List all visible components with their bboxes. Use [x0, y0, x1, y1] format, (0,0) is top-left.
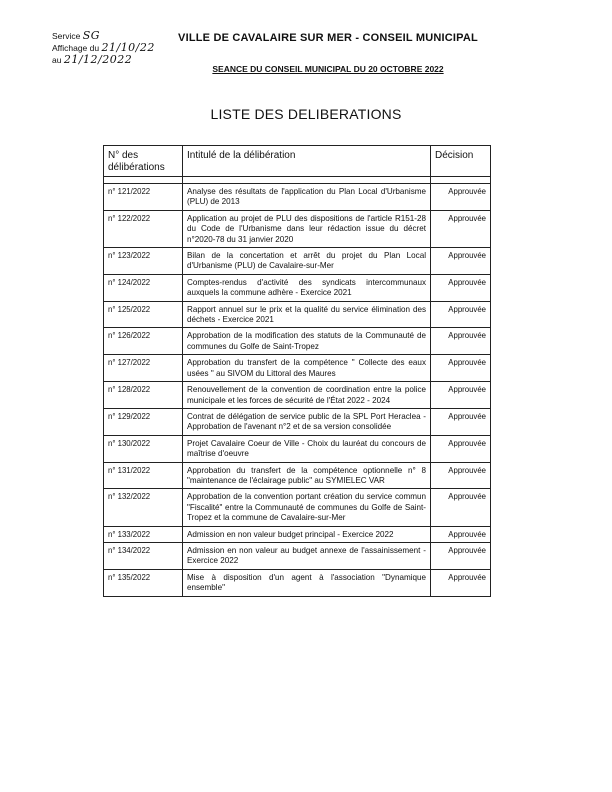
table-row [104, 184, 491, 211]
stamp-service-label: Service [52, 31, 81, 41]
table-row [104, 248, 491, 275]
table-row [104, 382, 491, 409]
table-row [104, 274, 491, 301]
deliberation-title: Renouvellement de la convention de coordination entre la police municipale et les forces de sécurité de l'État 2022 - 2024 [183, 382, 431, 409]
stamp-au-value: 21/12/2022 [63, 53, 133, 66]
deliberation-title: Rapport annuel sur le prix et la qualité du service élimination des déchets - Exercice 2021 [183, 301, 431, 328]
spacer-cell [431, 177, 491, 184]
table-row [104, 301, 491, 328]
deliberation-title: Analyse des résultats de l'application du Plan Local d'Urbanisme (PLU) de 2013 [183, 184, 431, 211]
deliberation-number: n° 125/2022 [104, 301, 183, 328]
deliberation-number: n° 130/2022 [104, 435, 183, 462]
deliberation-number: n° 121/2022 [104, 184, 183, 211]
posting-stamp [52, 30, 155, 66]
deliberation-decision: Approuvée [431, 248, 491, 275]
header-decision: Décision [431, 146, 491, 177]
deliberation-decision: Approuvée [431, 382, 491, 409]
deliberation-title: Approbation du transfert de la compétence " Collecte des eaux usées " au SIVOM du Littoral des Maures [183, 355, 431, 382]
header-title: Intitulé de la délibération [183, 146, 431, 177]
deliberation-number: n° 132/2022 [104, 489, 183, 526]
table-row [104, 328, 491, 355]
deliberation-decision: Approuvée [431, 526, 491, 542]
deliberation-decision: Approuvée [431, 435, 491, 462]
deliberation-number: n° 134/2022 [104, 542, 183, 569]
stamp-au-label: au [52, 55, 62, 65]
deliberation-title: Contrat de délégation de service public de la SPL Port Heraclea - Approbation de l'avenant n°2 et de sa version consolidée [183, 408, 431, 435]
stamp-affichage-value: 21/10/22 [101, 41, 155, 54]
deliberation-number: n° 124/2022 [104, 274, 183, 301]
deliberation-number: n° 128/2022 [104, 382, 183, 409]
stamp-affichage-label: Affichage du [52, 43, 100, 53]
deliberations-table [103, 145, 491, 597]
document-title: VILLE DE CAVALAIRE SUR MER - CONSEIL MUNICIPAL [178, 32, 478, 44]
table-row [104, 435, 491, 462]
deliberation-title: Application au projet de PLU des dispositions de l'article R151-28 du Code de l'Urbanisme dans leur rédaction issue du décret n°2020-78 du 31 janvier 2020 [183, 210, 431, 247]
deliberation-title: Mise à disposition d'un agent à l'association "Dynamique ensemble" [183, 569, 431, 596]
deliberation-number: n° 135/2022 [104, 569, 183, 596]
stamp-au-row [52, 54, 155, 66]
list-title: LISTE DES DELIBERATIONS [210, 106, 402, 122]
table-row [104, 542, 491, 569]
spacer-cell [183, 177, 431, 184]
stamp-service-value: SG [82, 29, 101, 42]
deliberation-decision: Approuvée [431, 542, 491, 569]
table-header-row [104, 146, 491, 177]
deliberation-decision: Approuvée [431, 489, 491, 526]
table-row [104, 569, 491, 596]
spacer-cell [104, 177, 183, 184]
deliberation-title: Admission en non valeur budget principal - Exercice 2022 [183, 526, 431, 542]
header-number: N° des délibérations [104, 146, 183, 177]
table-row [104, 526, 491, 542]
deliberation-title: Approbation de la convention portant création du service commun "Fiscalité" entre la Communauté de communes du Golfe de Saint-Tropez et la commune de Cavalaire-sur-Mer [183, 489, 431, 526]
deliberation-number: n° 122/2022 [104, 210, 183, 247]
table-spacer-row [104, 177, 491, 184]
deliberation-decision: Approuvée [431, 408, 491, 435]
table-row [104, 408, 491, 435]
deliberation-decision: Approuvée [431, 274, 491, 301]
table-row [104, 489, 491, 526]
table-row [104, 462, 491, 489]
deliberation-title: Approbation du transfert de la compétence optionnelle n° 8 "maintenance de l'éclairage public" au SYMIELEC VAR [183, 462, 431, 489]
deliberation-number: n° 126/2022 [104, 328, 183, 355]
session-subtitle: SEANCE DU CONSEIL MUNICIPAL DU 20 OCTOBRE 2022 [212, 64, 444, 74]
deliberation-decision: Approuvée [431, 210, 491, 247]
deliberation-title: Approbation de la modification des statuts de la Communauté de communes du Golfe de Saint-Tropez [183, 328, 431, 355]
deliberation-number: n° 123/2022 [104, 248, 183, 275]
deliberation-title: Bilan de la concertation et arrêt du projet du Plan Local d'Urbanisme (PLU) de Cavalaire-sur-Mer [183, 248, 431, 275]
deliberation-decision: Approuvée [431, 462, 491, 489]
deliberation-number: n° 127/2022 [104, 355, 183, 382]
deliberation-decision: Approuvée [431, 569, 491, 596]
deliberation-decision: Approuvée [431, 184, 491, 211]
deliberation-title: Admission en non valeur au budget annexe de l'assainissement - Exercice 2022 [183, 542, 431, 569]
deliberation-number: n° 129/2022 [104, 408, 183, 435]
deliberation-title: Comptes-rendus d'activité des syndicats intercommunaux auxquels la commune adhère - Exercice 2021 [183, 274, 431, 301]
table-row [104, 210, 491, 247]
table-row [104, 355, 491, 382]
deliberation-decision: Approuvée [431, 301, 491, 328]
deliberation-decision: Approuvée [431, 355, 491, 382]
deliberation-decision: Approuvée [431, 328, 491, 355]
deliberation-title: Projet Cavalaire Coeur de Ville - Choix du lauréat du concours de maîtrise d'oeuvre [183, 435, 431, 462]
deliberation-number: n° 133/2022 [104, 526, 183, 542]
deliberation-number: n° 131/2022 [104, 462, 183, 489]
